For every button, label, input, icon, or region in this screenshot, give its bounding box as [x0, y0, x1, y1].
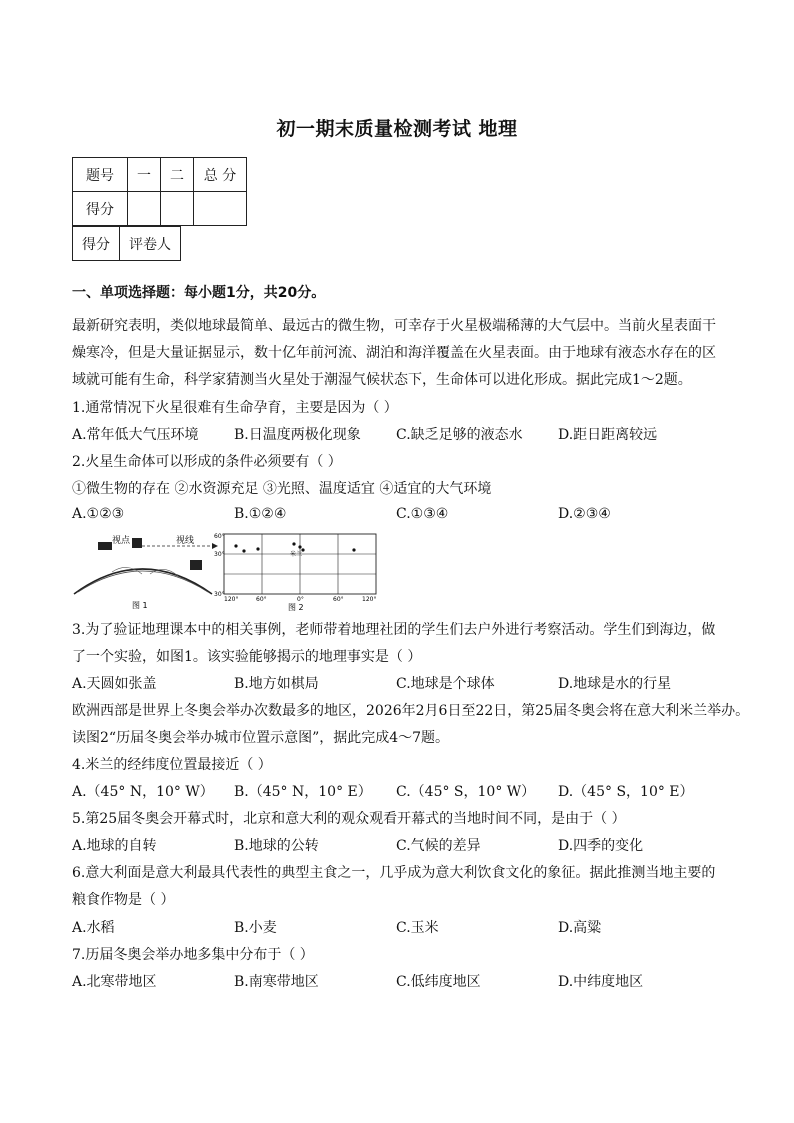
score-cell-part2[interactable] [161, 192, 194, 226]
table-row [73, 192, 247, 226]
question-stem: 了一个实验，如图1。该实验能够揭示的地理事实是（ ） [72, 649, 422, 665]
option-d[interactable]: D.地球是水的行星 [558, 676, 672, 692]
score-row-label: 得分 [73, 192, 128, 226]
lat-label: 30° [214, 551, 225, 558]
lat-label: 30° [214, 591, 225, 598]
lon-label: 120° [362, 596, 377, 603]
page-title: 初一期末质量检测考试 地理 [276, 118, 518, 140]
option-b[interactable]: B.地方如棋局 [234, 676, 319, 692]
lon-label: 60° [333, 596, 344, 603]
figure-1 [74, 534, 218, 610]
option-c[interactable]: C.缺乏足够的液态水 [396, 427, 523, 443]
figure-2 [214, 533, 376, 612]
question-stem: 7.历届冬奥会举办地多集中分布于（ ） [72, 947, 314, 963]
score-header-number: 题号 [73, 158, 128, 192]
city-marker [352, 548, 355, 551]
option-b[interactable]: B.日温度两极化现象 [234, 427, 361, 443]
option-b[interactable]: B.①②④ [234, 506, 287, 522]
score-header-total: 总 分 [194, 158, 247, 192]
option-b[interactable]: B.地球的公转 [234, 838, 319, 854]
lat-label: 60° [214, 533, 225, 540]
option-b[interactable]: B.南寒带地区 [234, 974, 319, 990]
option-c[interactable]: C.地球是个球体 [396, 676, 495, 692]
option-a[interactable]: A.地球的自转 [72, 838, 157, 854]
table-row [73, 227, 181, 261]
lon-label: 60° [256, 596, 267, 603]
option-b[interactable]: B.小麦 [234, 920, 277, 936]
earth-curve-inner [78, 571, 208, 592]
option-c[interactable]: C.气候的差异 [396, 838, 481, 854]
score-header-part2: 二 [161, 158, 194, 192]
option-c[interactable]: C.低纬度地区 [396, 974, 481, 990]
city-marker [256, 547, 259, 550]
passage-line: 燥寒冷，但是大量证据显示，数十亿年前河流、湖泊和海洋覆盖在火星表面。由于地球有液态水存在的区 [72, 345, 716, 361]
question-stem: 6.意大利面是意大利最具代表性的典型主食之一，几乎成为意大利饮食文化的象征。据此推测当地主要的 [72, 865, 716, 881]
city-marker [292, 542, 295, 545]
option-d[interactable]: D.（45° S，10° E） [558, 784, 694, 800]
figure-1-and-2 [72, 532, 382, 612]
option-a[interactable]: A.水稻 [72, 920, 115, 936]
city-marker [234, 544, 237, 547]
question-stem: 3.为了验证地理课本中的相关事例，老师带着地理社团的学生们去户外进行考察活动。学生们到海边，做 [72, 622, 716, 638]
option-a[interactable]: A.北寒带地区 [72, 974, 157, 990]
passage-line: 读图2“历届冬奥会举办城市位置示意图”，据此完成4～7题。 [72, 730, 450, 746]
passage-line: 域就可能有生命，科学家猜测当火星处于潮湿气候状态下，生命体可以进化形成。据此完成1～2题。 [72, 372, 692, 388]
question-stem: 5.第25届冬奥会开幕式时，北京和意大利的观众观看开幕式的当地时间不同，是由于（ ） [72, 811, 626, 827]
lon-label: 0° [297, 596, 304, 603]
question-conditions: ①微生物的存在 ②水资源充足 ③光照、温度适宜 ④适宜的大气环境 [72, 481, 492, 497]
sightline-label: 视线 [176, 536, 195, 546]
option-d[interactable]: D.中纬度地区 [558, 974, 644, 990]
option-c[interactable]: C.玉米 [396, 920, 439, 936]
arrow-icon [212, 543, 218, 549]
option-a[interactable]: A.（45° N，10° W） [72, 784, 214, 800]
option-c[interactable]: C.（45° S，10° W） [396, 784, 536, 800]
city-marker [242, 549, 245, 552]
table-row [73, 158, 247, 192]
passage-line: 最新研究表明，类似地球最简单、最远古的微生物，可幸存于火星极端稀薄的大气层中。当前火星表面干 [72, 318, 716, 334]
score-cell-part1[interactable] [128, 192, 161, 226]
option-d[interactable]: D.②③④ [558, 506, 611, 522]
earth-curve [74, 569, 212, 594]
section-heading: 一、单项选择题：每小题1分，共20分。 [72, 285, 326, 301]
viewpoint-label: 视点 [112, 536, 131, 546]
question-stem: 1.通常情况下火星很难有生命孕育，主要是因为（ ） [72, 400, 398, 416]
lon-label: 120° [224, 596, 239, 603]
option-d[interactable]: D.四季的变化 [558, 838, 644, 854]
option-b[interactable]: B.（45° N，10° E） [234, 784, 372, 800]
figure-1-caption: 图 1 [132, 601, 148, 610]
score-table [72, 157, 247, 226]
option-c[interactable]: C.①③④ [396, 506, 449, 522]
option-a[interactable]: A.天圆如张盖 [72, 676, 157, 692]
viewpoint-icon [132, 538, 142, 548]
question-stem: 4.米兰的经纬度位置最接近（ ） [72, 757, 272, 773]
grader-name-label: 评卷人 [120, 227, 181, 261]
score-header-part1: 一 [128, 158, 161, 192]
figure-2-caption: 图 2 [288, 603, 304, 612]
question-stem: 粮食作物是（ ） [72, 892, 175, 908]
question-stem: 2.火星生命体可以形成的条件必须要有（ ） [72, 454, 342, 470]
ship-icon [98, 542, 112, 550]
grader-table [72, 226, 181, 261]
grader-score-label: 得分 [73, 227, 120, 261]
building-icon [190, 560, 202, 570]
city-label-milan: 米兰 [290, 551, 303, 558]
option-d[interactable]: D.高粱 [558, 920, 602, 936]
option-d[interactable]: D.距日距离较远 [558, 427, 658, 443]
passage-line: 欧洲西部是世界上冬奥会举办次数最多的地区，2026年2月6日至22日，第25届冬奥会将在意大利米兰举办。 [72, 703, 750, 719]
option-a[interactable]: A.常年低大气压环境 [72, 427, 199, 443]
city-marker [298, 545, 301, 548]
option-a[interactable]: A.①②③ [72, 506, 125, 522]
score-cell-total[interactable] [194, 192, 247, 226]
